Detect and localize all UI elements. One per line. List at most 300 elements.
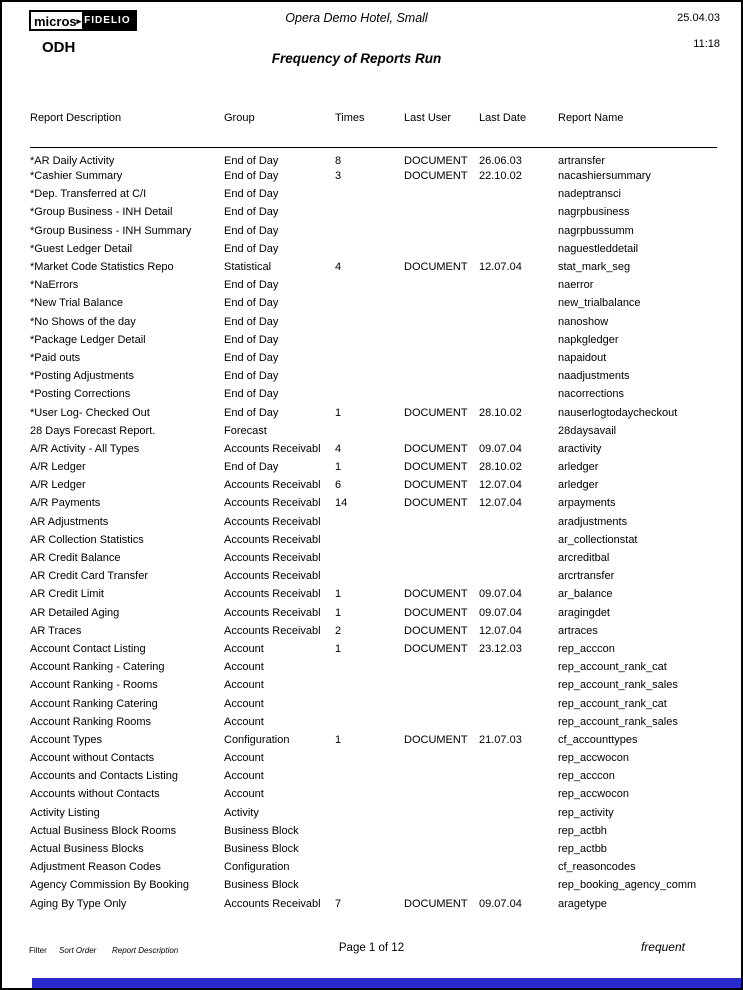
cell-report-description: Account Contact Listing bbox=[30, 642, 146, 655]
cell-last-date: 09.07.04 bbox=[479, 588, 522, 601]
cell-last-date: 23.12.03 bbox=[479, 642, 522, 655]
cell-group: Business Block bbox=[224, 824, 299, 837]
cell-times bbox=[335, 531, 404, 549]
cell-report-name: rep_acccon bbox=[558, 642, 615, 655]
cell-report-description: *Market Code Statistics Repo bbox=[30, 261, 174, 274]
cell-group: Accounts Receivabl bbox=[224, 624, 321, 637]
table-row bbox=[30, 367, 717, 385]
cell-group: End of Day bbox=[224, 188, 279, 201]
cell-last-user bbox=[404, 240, 479, 258]
table-row bbox=[30, 458, 717, 476]
cell-times bbox=[335, 240, 404, 258]
cell-last-user bbox=[404, 349, 479, 367]
cell-last-user: DOCUMENT bbox=[404, 606, 468, 619]
cell-report-name: nacashiersummary bbox=[558, 170, 651, 183]
cell-group: Account bbox=[224, 642, 264, 655]
table-row bbox=[30, 222, 717, 240]
cell-report-description: *User Log- Checked Out bbox=[30, 406, 150, 419]
cell-last-user bbox=[404, 422, 479, 440]
column-header-times: Times bbox=[335, 112, 404, 148]
cell-report-name: nacorrections bbox=[558, 388, 625, 401]
cell-report-name: rep_activity bbox=[558, 806, 614, 819]
cell-report-description: *Posting Adjustments bbox=[30, 370, 134, 383]
cell-last-user bbox=[404, 749, 479, 767]
cell-last-date bbox=[479, 876, 558, 894]
cell-report-description: *New Trial Balance bbox=[30, 297, 123, 310]
cell-report-name: arcrtransfer bbox=[558, 570, 615, 583]
table-row bbox=[30, 895, 717, 913]
cell-last-user bbox=[404, 658, 479, 676]
cell-last-date bbox=[479, 513, 558, 531]
cell-times bbox=[335, 349, 404, 367]
cell-times bbox=[335, 549, 404, 567]
cell-last-date: 21.07.03 bbox=[479, 733, 522, 746]
cell-times: 1 bbox=[335, 606, 342, 619]
cell-report-name: rep_acccon bbox=[558, 770, 615, 783]
cell-report-name: naguestleddetail bbox=[558, 242, 639, 255]
cell-last-date bbox=[479, 422, 558, 440]
cell-last-user: DOCUMENT bbox=[404, 461, 468, 474]
table-row bbox=[30, 531, 717, 549]
cell-last-date bbox=[479, 294, 558, 312]
cell-group: End of Day bbox=[224, 224, 279, 237]
cell-report-description: Agency Commission By Booking bbox=[30, 879, 189, 892]
table-row bbox=[30, 494, 717, 512]
column-header-group: Group bbox=[224, 112, 335, 148]
cell-times bbox=[335, 385, 404, 403]
cell-report-description: *Group Business - INH Detail bbox=[30, 206, 173, 219]
cell-last-user: DOCUMENT bbox=[404, 588, 468, 601]
cell-last-user: DOCUMENT bbox=[404, 642, 468, 655]
cell-last-date bbox=[479, 313, 558, 331]
cell-last-user bbox=[404, 331, 479, 349]
table-row bbox=[30, 422, 717, 440]
cell-report-name: stat_mark_seg bbox=[558, 261, 631, 274]
cell-report-description: Adjustment Reason Codes bbox=[30, 861, 161, 874]
cell-last-user bbox=[404, 804, 479, 822]
table-row bbox=[30, 349, 717, 367]
cell-report-name: arledger bbox=[558, 479, 599, 492]
cell-times bbox=[335, 294, 404, 312]
cell-group: Accounts Receivabl bbox=[224, 533, 321, 546]
cell-last-date bbox=[479, 240, 558, 258]
table-row bbox=[30, 440, 717, 458]
cell-times bbox=[335, 713, 404, 731]
cell-group: Account bbox=[224, 679, 264, 692]
logo-arrow-icon: ▸ bbox=[76, 16, 82, 26]
cell-report-description: *AR Daily Activity bbox=[30, 155, 115, 167]
cell-report-description: Aging By Type Only bbox=[30, 897, 127, 910]
column-header-report-name: Report Name bbox=[558, 112, 717, 148]
table-row bbox=[30, 294, 717, 312]
cell-group: Accounts Receivabl bbox=[224, 479, 321, 492]
cell-last-user: DOCUMENT bbox=[404, 897, 468, 910]
table-row bbox=[30, 694, 717, 712]
cell-report-name: nadeptransci bbox=[558, 188, 621, 201]
cell-times bbox=[335, 749, 404, 767]
column-header-report-description: Report Description bbox=[30, 112, 224, 148]
cell-group: Accounts Receivabl bbox=[224, 588, 321, 601]
table-row bbox=[30, 658, 717, 676]
cell-group: End of Day bbox=[224, 206, 279, 219]
table-row bbox=[30, 640, 717, 658]
table-row bbox=[30, 585, 717, 603]
cell-group: Business Block bbox=[224, 879, 299, 892]
table-row bbox=[30, 276, 717, 294]
cell-report-description: 28 Days Forecast Report. bbox=[30, 424, 156, 437]
cell-group: Configuration bbox=[224, 861, 290, 874]
table-header-row bbox=[30, 112, 717, 148]
cell-times bbox=[335, 822, 404, 840]
cell-report-description: *Paid outs bbox=[30, 351, 81, 364]
cell-report-description: AR Traces bbox=[30, 624, 82, 637]
cell-last-date bbox=[479, 203, 558, 221]
cell-last-user bbox=[404, 549, 479, 567]
cell-report-name: aragingdet bbox=[558, 606, 610, 619]
cell-report-name: aractivity bbox=[558, 442, 602, 455]
table-row bbox=[30, 148, 717, 168]
cell-report-name: nauserlogtodaycheckout bbox=[558, 406, 678, 419]
cell-times: 1 bbox=[335, 642, 342, 655]
cell-group: Configuration bbox=[224, 733, 290, 746]
cell-group: Business Block bbox=[224, 843, 299, 856]
cell-group: End of Day bbox=[224, 370, 279, 383]
cell-last-date bbox=[479, 767, 558, 785]
cell-last-date bbox=[479, 822, 558, 840]
cell-times bbox=[335, 331, 404, 349]
cell-report-description: *Dep. Transferred at C/I bbox=[30, 188, 147, 201]
cell-report-description: *Group Business - INH Summary bbox=[30, 224, 192, 237]
cell-report-name: nagrpbussumm bbox=[558, 224, 634, 237]
cell-report-name: rep_account_rank_cat bbox=[558, 661, 667, 674]
table-row bbox=[30, 713, 717, 731]
cell-report-description: Account Types bbox=[30, 733, 102, 746]
cell-group: Account bbox=[224, 752, 264, 765]
cell-last-user bbox=[404, 313, 479, 331]
cell-last-user bbox=[404, 513, 479, 531]
cell-report-description: *Posting Corrections bbox=[30, 388, 131, 401]
cell-last-date: 22.10.02 bbox=[479, 170, 522, 183]
cell-times: 4 bbox=[335, 442, 342, 455]
cell-report-name: rep_accwocon bbox=[558, 752, 629, 765]
cell-times bbox=[335, 658, 404, 676]
cell-report-description: AR Adjustments bbox=[30, 515, 109, 528]
cell-group: Account bbox=[224, 770, 264, 783]
footer-sort-order-label: Sort Order bbox=[59, 946, 97, 955]
cell-report-name: nagrpbusiness bbox=[558, 206, 630, 219]
cell-report-name: aradjustments bbox=[558, 515, 628, 528]
cell-report-description: Accounts without Contacts bbox=[30, 788, 160, 801]
cell-group: End of Day bbox=[224, 406, 279, 419]
cell-report-description: Account Ranking - Rooms bbox=[30, 679, 158, 692]
table-row bbox=[30, 767, 717, 785]
table-row bbox=[30, 731, 717, 749]
cell-last-date: 28.10.02 bbox=[479, 406, 522, 419]
cell-last-user bbox=[404, 185, 479, 203]
cell-report-name: rep_accwocon bbox=[558, 788, 629, 801]
table-row bbox=[30, 676, 717, 694]
cell-times: 1 bbox=[335, 733, 342, 746]
cell-group: End of Day bbox=[224, 333, 279, 346]
cell-report-description: *Guest Ledger Detail bbox=[30, 242, 133, 255]
cell-last-user bbox=[404, 713, 479, 731]
cell-group: Accounts Receivabl bbox=[224, 497, 321, 510]
cell-last-date bbox=[479, 749, 558, 767]
cell-report-description: Actual Business Block Rooms bbox=[30, 824, 177, 837]
cell-last-user bbox=[404, 385, 479, 403]
cell-last-date: 09.07.04 bbox=[479, 442, 522, 455]
cell-group: Accounts Receivabl bbox=[224, 570, 321, 583]
table-row bbox=[30, 785, 717, 803]
cell-last-user bbox=[404, 276, 479, 294]
cell-last-user bbox=[404, 531, 479, 549]
cell-report-description: AR Collection Statistics bbox=[30, 533, 144, 546]
cell-last-user bbox=[404, 367, 479, 385]
hotel-name: Opera Demo Hotel, Small bbox=[285, 11, 428, 25]
cell-last-date bbox=[479, 185, 558, 203]
table-row bbox=[30, 622, 717, 640]
cell-report-description: A/R Activity - All Types bbox=[30, 442, 140, 455]
cell-times bbox=[335, 858, 404, 876]
cell-times: 1 bbox=[335, 588, 342, 601]
cell-times: 8 bbox=[335, 155, 342, 167]
cell-last-user bbox=[404, 203, 479, 221]
cell-report-description: Accounts and Contacts Listing bbox=[30, 770, 178, 783]
cell-times: 4 bbox=[335, 261, 342, 274]
cell-report-name: rep_actbh bbox=[558, 824, 607, 837]
cell-report-description: A/R Ledger bbox=[30, 479, 86, 492]
cell-report-name: ar_collectionstat bbox=[558, 533, 638, 546]
cell-group: End of Day bbox=[224, 155, 279, 167]
cell-times bbox=[335, 785, 404, 803]
cell-last-user bbox=[404, 694, 479, 712]
cell-group: Accounts Receivabl bbox=[224, 442, 321, 455]
cell-report-name: ar_balance bbox=[558, 588, 613, 601]
cell-last-user: DOCUMENT bbox=[404, 442, 468, 455]
cell-group: End of Day bbox=[224, 388, 279, 401]
cell-last-user: DOCUMENT bbox=[404, 497, 468, 510]
cell-group: End of Day bbox=[224, 170, 279, 183]
fidelio-wordmark: FIDELIO bbox=[84, 15, 131, 26]
cell-report-description: AR Credit Card Transfer bbox=[30, 570, 148, 583]
column-header-last-date: Last Date bbox=[479, 112, 558, 148]
cell-group: Accounts Receivabl bbox=[224, 606, 321, 619]
property-code: ODH bbox=[42, 39, 76, 56]
cell-group: Account bbox=[224, 697, 264, 710]
cell-report-name: cf_accounttypes bbox=[558, 733, 638, 746]
cell-group: Activity bbox=[224, 806, 259, 819]
cell-report-description: Account Ranking Catering bbox=[30, 697, 158, 710]
cell-times: 2 bbox=[335, 624, 342, 637]
cell-group: Accounts Receivabl bbox=[224, 897, 321, 910]
cell-report-description: *No Shows of the day bbox=[30, 315, 136, 328]
cell-report-description: AR Detailed Aging bbox=[30, 606, 120, 619]
cell-last-date: 26.06.03 bbox=[479, 155, 522, 167]
cell-report-description: *Cashier Summary bbox=[30, 170, 123, 183]
table-row bbox=[30, 840, 717, 858]
cell-group: End of Day bbox=[224, 279, 279, 292]
table-row bbox=[30, 513, 717, 531]
cell-last-user: DOCUMENT bbox=[404, 155, 468, 167]
footer-sort-order-value: Report Description bbox=[112, 946, 179, 955]
table-row bbox=[30, 203, 717, 221]
cell-last-user bbox=[404, 858, 479, 876]
cell-report-name: arledger bbox=[558, 461, 599, 474]
cell-group: Forecast bbox=[224, 424, 267, 437]
table-row bbox=[30, 258, 717, 276]
cell-last-date bbox=[479, 713, 558, 731]
cell-last-date bbox=[479, 785, 558, 803]
cell-last-user: DOCUMENT bbox=[404, 733, 468, 746]
table-row bbox=[30, 185, 717, 203]
cell-group: End of Day bbox=[224, 461, 279, 474]
cell-times bbox=[335, 422, 404, 440]
cell-report-description: *NaErrors bbox=[30, 279, 79, 292]
cell-report-name: rep_account_rank_cat bbox=[558, 697, 667, 710]
cell-report-name: aragetype bbox=[558, 897, 607, 910]
cell-last-date bbox=[479, 804, 558, 822]
cell-report-name: rep_actbb bbox=[558, 843, 607, 856]
cell-group: Statistical bbox=[224, 261, 272, 274]
cell-last-date bbox=[479, 531, 558, 549]
cell-times bbox=[335, 513, 404, 531]
cell-last-date: 12.07.04 bbox=[479, 497, 522, 510]
cell-group: Account bbox=[224, 715, 264, 728]
cell-group: Accounts Receivabl bbox=[224, 515, 321, 528]
table-row bbox=[30, 331, 717, 349]
run-time: 11:18 bbox=[693, 38, 720, 50]
cell-last-user bbox=[404, 767, 479, 785]
cell-report-description: Account without Contacts bbox=[30, 752, 155, 765]
report-table-body bbox=[30, 148, 717, 913]
cell-times bbox=[335, 367, 404, 385]
table-row bbox=[30, 604, 717, 622]
table-row bbox=[30, 749, 717, 767]
cell-group: End of Day bbox=[224, 297, 279, 310]
cell-times bbox=[335, 185, 404, 203]
cell-times: 1 bbox=[335, 461, 342, 474]
cell-times: 1 bbox=[335, 406, 342, 419]
cell-times: 6 bbox=[335, 479, 342, 492]
cell-group: Accounts Receivabl bbox=[224, 552, 321, 565]
cell-times bbox=[335, 222, 404, 240]
cell-report-name: rep_account_rank_sales bbox=[558, 679, 678, 692]
table-row bbox=[30, 167, 717, 185]
cell-times bbox=[335, 876, 404, 894]
cell-last-user bbox=[404, 676, 479, 694]
cell-last-user: DOCUMENT bbox=[404, 479, 468, 492]
cell-last-date bbox=[479, 567, 558, 585]
cell-group: End of Day bbox=[224, 315, 279, 328]
column-header-last-user: Last User bbox=[404, 112, 479, 148]
cell-times: 3 bbox=[335, 170, 342, 183]
cell-report-description: Actual Business Blocks bbox=[30, 843, 144, 856]
cell-report-name: napkgledger bbox=[558, 333, 619, 346]
cell-report-name: new_trialbalance bbox=[558, 297, 641, 310]
cell-last-date bbox=[479, 694, 558, 712]
cell-report-name: arcreditbal bbox=[558, 552, 610, 565]
table-row bbox=[30, 549, 717, 567]
page-number: Page 1 of 12 bbox=[338, 942, 405, 954]
cell-times bbox=[335, 804, 404, 822]
cell-report-name: napaidout bbox=[558, 351, 607, 364]
table-row bbox=[30, 313, 717, 331]
table-row bbox=[30, 385, 717, 403]
report-short-name: frequent bbox=[640, 940, 685, 954]
cell-report-name: rep_booking_agency_comm bbox=[558, 879, 697, 892]
cell-times bbox=[335, 313, 404, 331]
cell-report-description: Activity Listing bbox=[30, 806, 100, 819]
cell-last-user: DOCUMENT bbox=[404, 261, 468, 274]
table-row bbox=[30, 822, 717, 840]
table-row bbox=[30, 240, 717, 258]
cell-last-user: DOCUMENT bbox=[404, 170, 468, 183]
cell-times bbox=[335, 767, 404, 785]
cell-last-date bbox=[479, 276, 558, 294]
cell-last-date bbox=[479, 840, 558, 858]
cell-last-date: 09.07.04 bbox=[479, 606, 522, 619]
cell-last-user bbox=[404, 294, 479, 312]
cell-last-date: 12.07.04 bbox=[479, 261, 522, 274]
report-title: Frequency of Reports Run bbox=[271, 51, 442, 66]
run-date: 25.04.03 bbox=[677, 12, 720, 24]
cell-last-date: 28.10.02 bbox=[479, 461, 522, 474]
cell-times bbox=[335, 567, 404, 585]
cell-last-date bbox=[479, 349, 558, 367]
cell-report-name: nanoshow bbox=[558, 315, 609, 328]
cell-last-date bbox=[479, 858, 558, 876]
cell-last-date: 09.07.04 bbox=[479, 897, 522, 910]
table-row bbox=[30, 858, 717, 876]
table-row bbox=[30, 476, 717, 494]
cell-report-description: AR Credit Limit bbox=[30, 588, 104, 601]
cell-times bbox=[335, 694, 404, 712]
cell-last-user: DOCUMENT bbox=[404, 406, 468, 419]
footer-filter-label: Filter bbox=[29, 946, 47, 955]
cell-last-date bbox=[479, 658, 558, 676]
cell-group: End of Day bbox=[224, 351, 279, 364]
cell-report-description: A/R Payments bbox=[30, 497, 101, 510]
cell-last-date bbox=[479, 385, 558, 403]
cell-group: Account bbox=[224, 661, 264, 674]
cell-last-user bbox=[404, 567, 479, 585]
cell-last-user bbox=[404, 876, 479, 894]
cell-last-date bbox=[479, 676, 558, 694]
table-row bbox=[30, 403, 717, 421]
cell-last-date: 12.07.04 bbox=[479, 624, 522, 637]
cell-last-user bbox=[404, 840, 479, 858]
cell-last-user bbox=[404, 222, 479, 240]
cell-group: End of Day bbox=[224, 242, 279, 255]
cell-group: Account bbox=[224, 788, 264, 801]
cell-report-description: Account Ranking Rooms bbox=[30, 715, 152, 728]
cell-report-description: A/R Ledger bbox=[30, 461, 86, 474]
cell-last-user: DOCUMENT bbox=[404, 624, 468, 637]
cell-report-name: naerror bbox=[558, 279, 594, 292]
cell-report-name: arpayments bbox=[558, 497, 616, 510]
cell-times bbox=[335, 203, 404, 221]
cell-last-user bbox=[404, 822, 479, 840]
cell-last-date bbox=[479, 331, 558, 349]
cell-times bbox=[335, 676, 404, 694]
micros-wordmark: micros bbox=[34, 13, 77, 29]
cell-last-date: 12.07.04 bbox=[479, 479, 522, 492]
table-row bbox=[30, 876, 717, 894]
cell-report-name: artraces bbox=[558, 624, 598, 637]
cell-last-date bbox=[479, 222, 558, 240]
cell-report-description: *Package Ledger Detail bbox=[30, 333, 146, 346]
cell-times: 7 bbox=[335, 897, 342, 910]
